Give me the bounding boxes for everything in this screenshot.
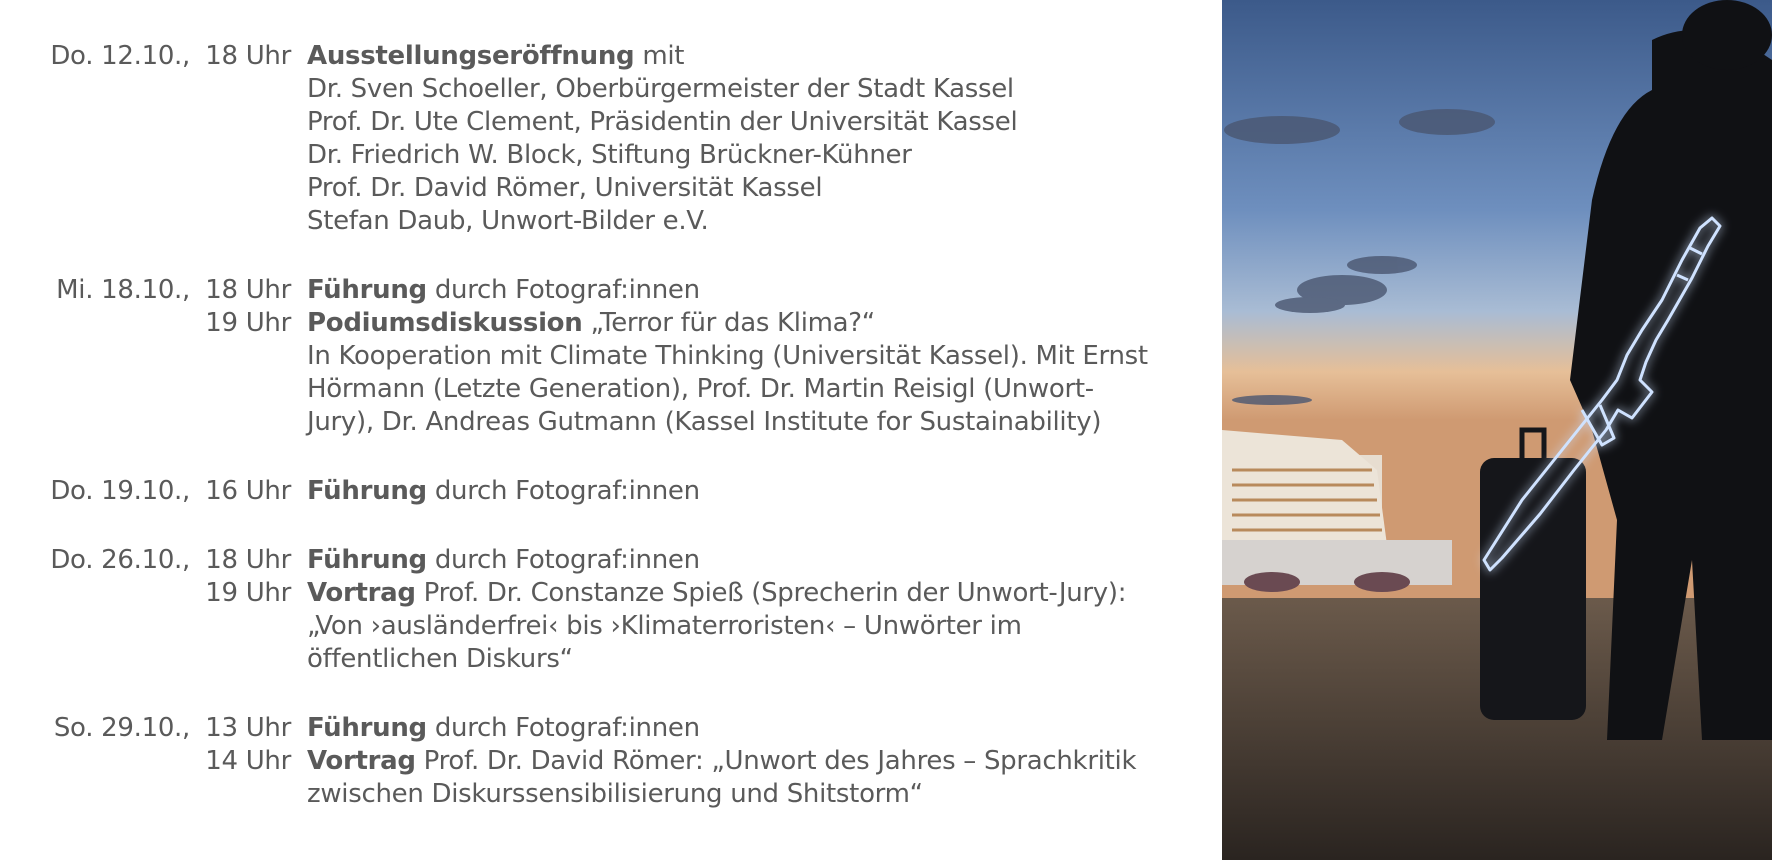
event-block [0,712,1222,811]
event-details [307,577,1126,676]
event-title: Führung [307,545,427,575]
event-slot [0,577,1222,676]
event-headline [307,577,1126,610]
event-title: Vortrag [307,578,416,608]
event-slot [0,274,1222,307]
event-time: 19 Uhr [205,578,291,608]
event-details [307,40,1017,238]
event-subtitle: „Terror für das Klima?“ [590,308,875,338]
event-headline [307,712,700,745]
event-details [307,274,700,307]
event-headline [307,274,700,307]
event-block [0,40,1222,238]
event-date: So. 29.10., [53,713,190,743]
event-time: 19 Uhr [205,308,291,338]
event-schedule [0,40,1222,847]
event-time: 18 Uhr [205,41,291,71]
event-details [307,712,700,745]
event-subtitle: durch Fotograf:innen [434,476,700,506]
event-block [0,544,1222,676]
event-headline [307,745,1136,778]
event-detail-line: Dr. Sven Schoeller, Oberbürgermeister der Stadt Kassel [307,74,1014,104]
event-date: Mi. 18.10., [56,275,190,305]
event-detail-line: „Von ›ausländerfrei‹ bis ›Klimaterroristen‹ – Unwörter im [307,611,1022,641]
event-date: Do. 12.10., [50,41,190,71]
event-subtitle: durch Fotograf:innen [434,275,700,305]
event-time: 16 Uhr [205,476,291,506]
event-title: Führung [307,275,427,305]
event-block [0,475,1222,508]
event-time: 13 Uhr [205,713,291,743]
event-detail-line: Dr. Friedrich W. Block, Stiftung Brückner-Kühner [307,140,912,170]
event-subtitle: Prof. Dr. Constanze Spieß (Sprecherin der Unwort-Jury): [423,578,1127,608]
event-slot [0,544,1222,577]
event-title: Führung [307,713,427,743]
event-date: Do. 26.10., [50,545,190,575]
event-time: 14 Uhr [205,746,291,776]
event-time: 18 Uhr [205,545,291,575]
photo-scene [1222,0,1772,860]
event-slot [0,475,1222,508]
event-title: Ausstellungseröffnung [307,41,635,71]
event-detail-line: In Kooperation mit Climate Thinking (Universität Kassel). Mit Ernst [307,341,1148,371]
event-headline [307,544,700,577]
event-date: Do. 19.10., [50,476,190,506]
event-detail-line: Jury), Dr. Andreas Gutmann (Kassel Institute for Sustainability) [307,407,1102,437]
event-detail-line: Prof. Dr. Ute Clement, Präsidentin der Universität Kassel [307,107,1018,137]
event-subtitle: durch Fotograf:innen [434,545,700,575]
event-headline [307,307,1148,340]
event-details [307,544,700,577]
event-block [0,274,1222,439]
event-date [0,307,190,439]
event-slot [0,712,1222,745]
event-title: Führung [307,476,427,506]
event-date [0,745,190,811]
event-detail-line: Stefan Daub, Unwort-Bilder e.V. [307,206,709,236]
event-details [307,745,1136,811]
event-subtitle: durch Fotograf:innen [434,713,700,743]
event-details [307,475,700,508]
exhibition-photo [1222,0,1772,860]
event-subtitle: Prof. Dr. David Römer: „Unwort des Jahres – Sprachkritik [423,746,1137,776]
event-details [307,307,1148,439]
event-detail-line: Hörmann (Letzte Generation), Prof. Dr. Martin Reisigl (Unwort- [307,374,1094,404]
event-slot [0,745,1222,811]
event-subtitle: mit [642,41,685,71]
event-detail-line: Prof. Dr. David Römer, Universität Kassel [307,173,823,203]
event-slot [0,307,1222,439]
event-detail-line: öffentlichen Diskurs“ [307,644,573,674]
event-detail-line: zwischen Diskurssensibilisierung und Shitstorm“ [307,779,923,809]
event-date [0,577,190,676]
event-headline [307,40,1017,73]
event-title: Podiumsdiskussion [307,308,583,338]
event-headline [307,475,700,508]
event-title: Vortrag [307,746,416,776]
event-slot [0,40,1222,238]
event-time: 18 Uhr [205,275,291,305]
